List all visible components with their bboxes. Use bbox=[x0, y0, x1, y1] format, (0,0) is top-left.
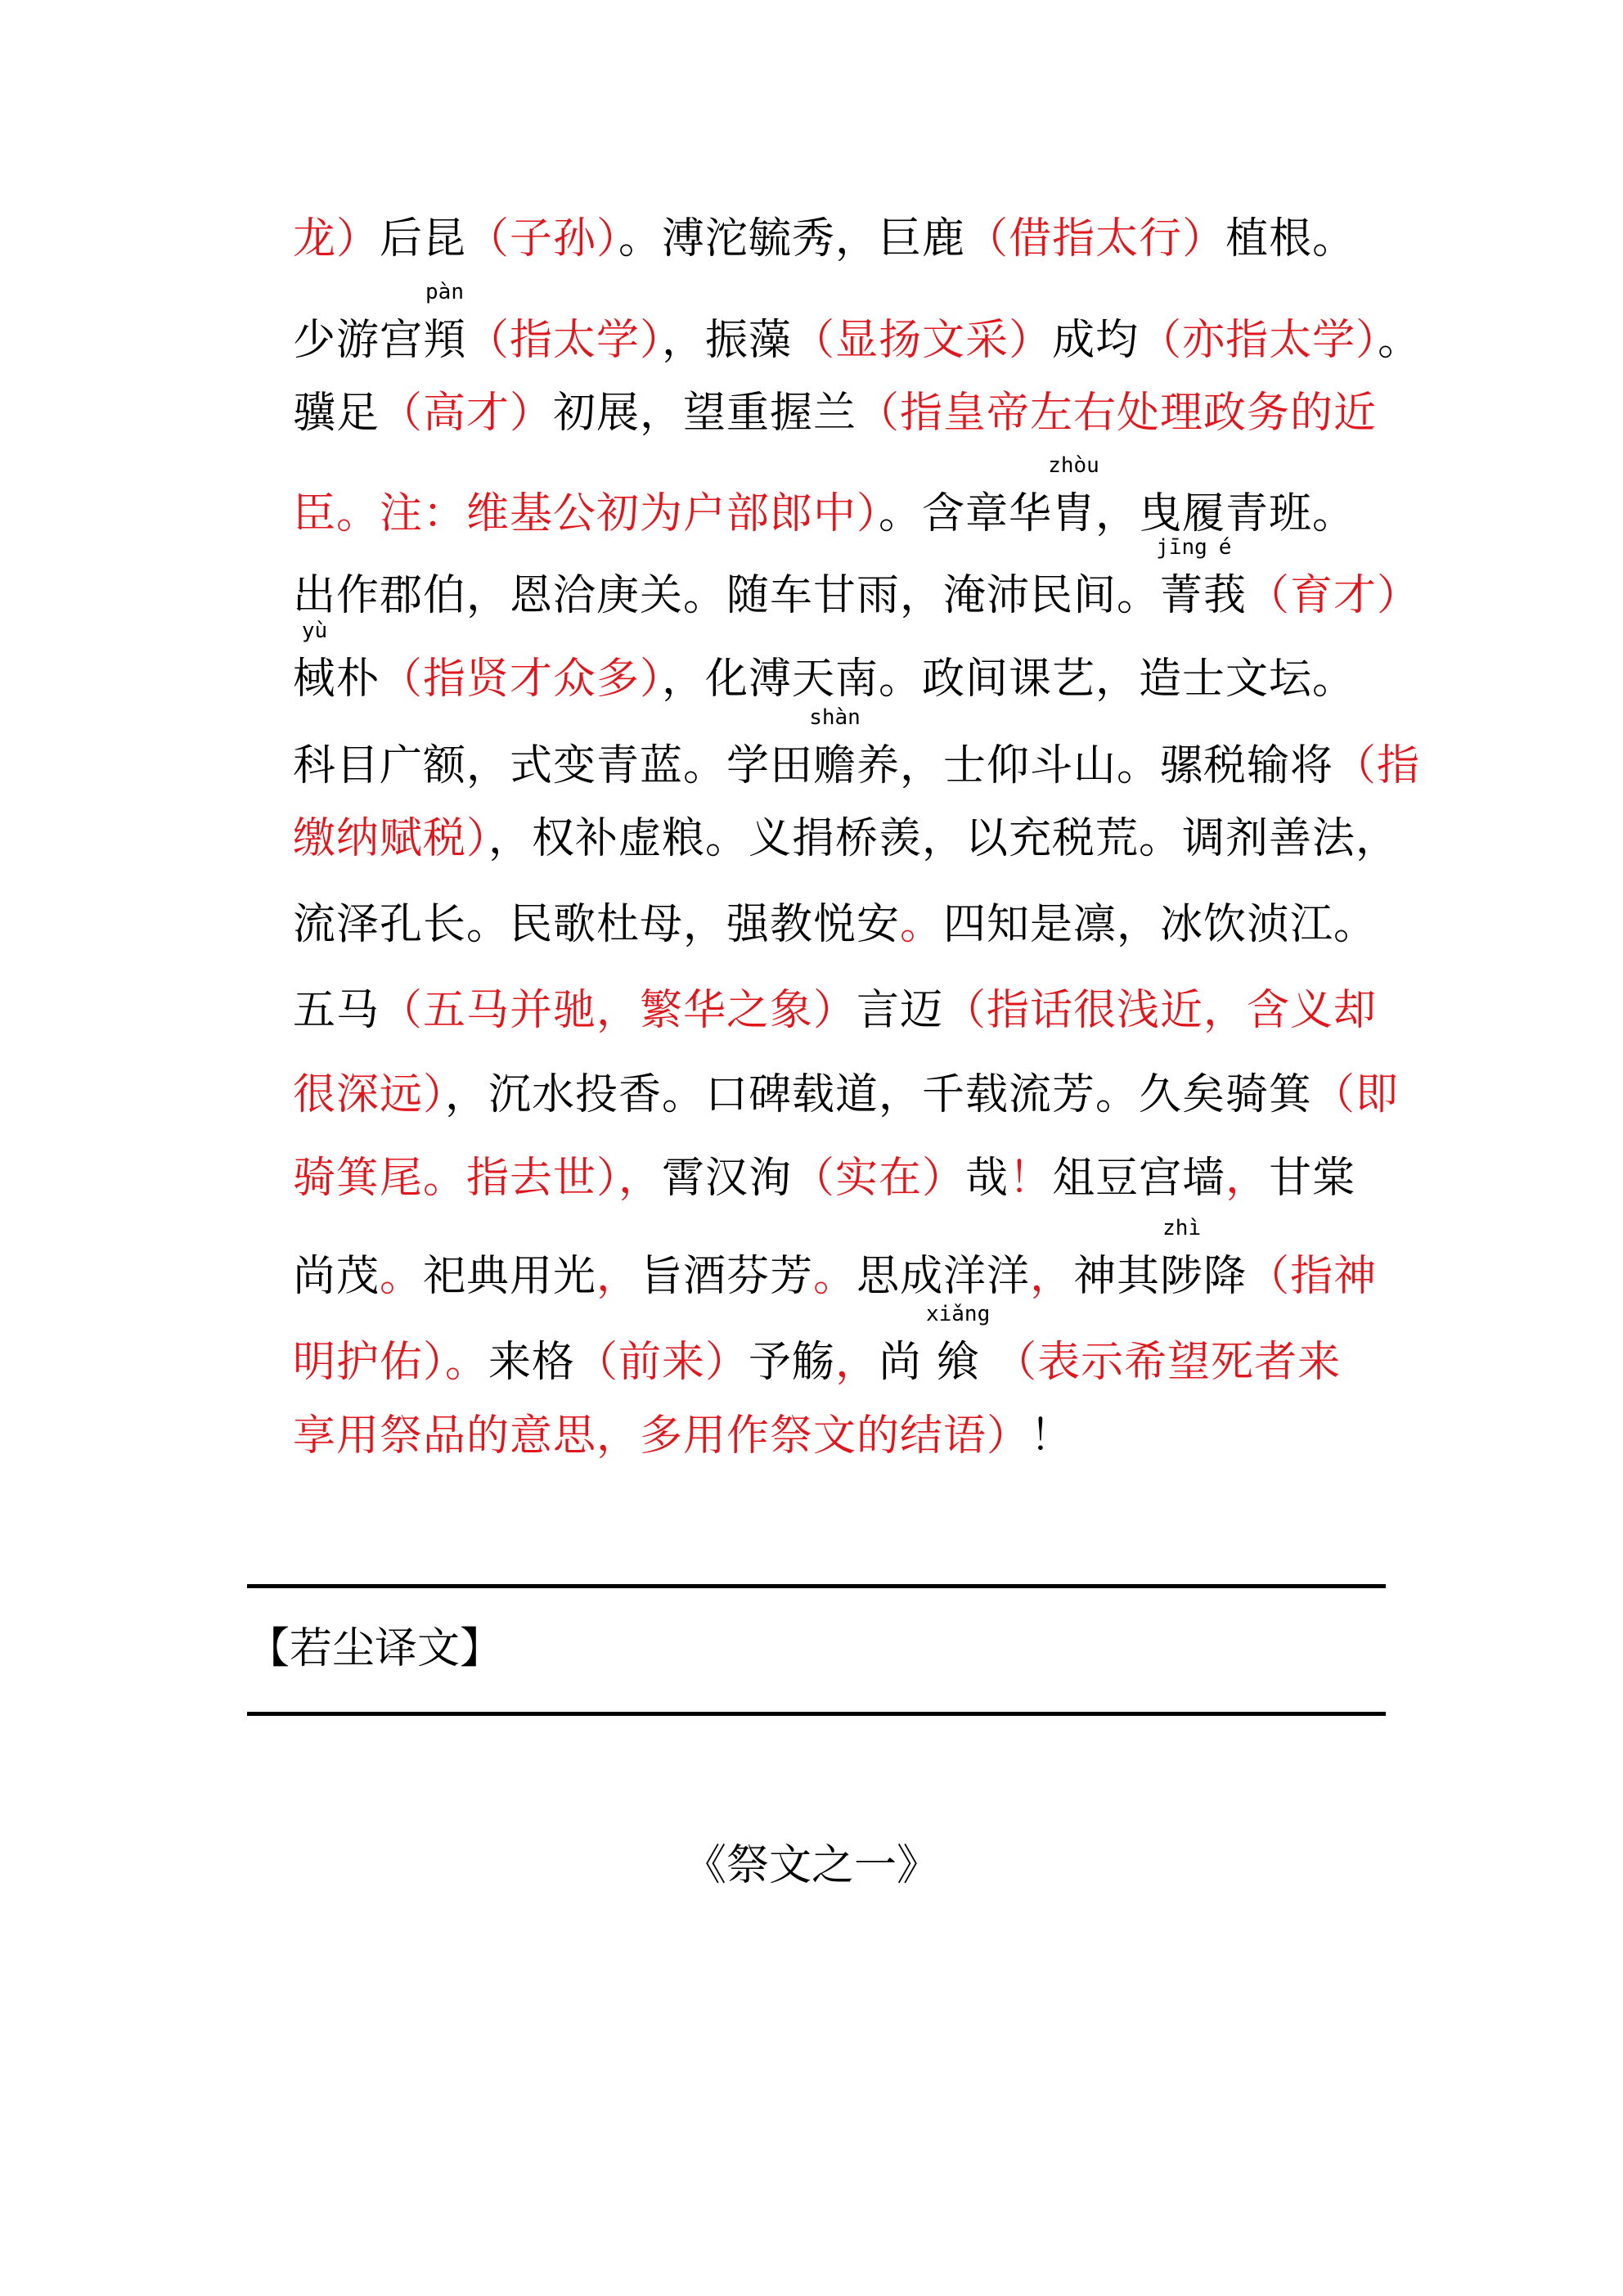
annotation-text: 臣。注：维基公初为户部郎中） bbox=[293, 489, 879, 538]
body-segment: 成均 bbox=[1052, 316, 1140, 365]
pinyin-annotation: xiǎng bbox=[925, 1302, 991, 1326]
character: 赡 bbox=[813, 741, 857, 790]
annotation-text: （指 bbox=[1333, 741, 1421, 790]
annotation-text: 明护佑）。 bbox=[293, 1338, 489, 1387]
body-segment: 朴 bbox=[336, 655, 380, 704]
annotation-text: （即 bbox=[1312, 1070, 1400, 1119]
body-segment: 俎豆宫墙 bbox=[1052, 1154, 1226, 1203]
body-segment: 流泽孔长。民歌杜母，强教悦安 bbox=[293, 900, 901, 949]
annotation-text: ， bbox=[1030, 1252, 1074, 1301]
annotated-character bbox=[293, 619, 337, 704]
pinyin-annotation: é bbox=[1218, 535, 1232, 560]
body-segment: 后昆 bbox=[380, 214, 467, 263]
body-segment: ，权补虚粮。义捐桥羡，以充税荒。调剂善法， bbox=[488, 814, 1400, 863]
body-segment: 。含章华 bbox=[879, 489, 1053, 538]
text-line bbox=[293, 389, 1381, 438]
annotation-text: （指贤才众多） bbox=[380, 655, 663, 704]
body-segment: 哉 bbox=[965, 1154, 1009, 1203]
bottom-divider bbox=[247, 1712, 1386, 1716]
annotation-text: （子孙） bbox=[466, 214, 619, 263]
body-segment: 旨酒芬芳 bbox=[640, 1252, 814, 1301]
pinyin-annotation: jīng bbox=[1156, 535, 1207, 560]
annotated-character bbox=[1160, 1216, 1204, 1301]
body-segment: 神其 bbox=[1073, 1252, 1161, 1301]
body-segment: 予觞 bbox=[749, 1338, 836, 1387]
body-segment: 祀典用光 bbox=[423, 1252, 597, 1301]
text-line bbox=[293, 900, 1381, 949]
text-line bbox=[293, 214, 1381, 263]
annotation-text: （指话很浅近，含义却 bbox=[943, 986, 1378, 1035]
text-line bbox=[293, 1070, 1400, 1119]
section-heading: 【若尘译文】 bbox=[247, 1624, 503, 1673]
body-segment: 。溥沱毓秀，巨鹿 bbox=[618, 214, 966, 263]
annotated-character bbox=[1048, 453, 1099, 538]
text-line bbox=[293, 453, 1381, 538]
annotation-text: （育才） bbox=[1247, 571, 1421, 620]
body-segment: 。 bbox=[1378, 316, 1422, 365]
annotation-text: ， bbox=[835, 1338, 879, 1387]
text-line bbox=[293, 986, 1381, 1035]
text-line bbox=[293, 1154, 1381, 1203]
annotation-text: （前来） bbox=[575, 1338, 749, 1387]
top-divider bbox=[247, 1584, 1386, 1588]
body-segment: 霄汉洵 bbox=[662, 1154, 793, 1203]
annotation-text: ， bbox=[596, 1252, 641, 1301]
annotation-text: （借指太行） bbox=[965, 214, 1226, 263]
pinyin-annotation: yù bbox=[301, 619, 328, 643]
character: 頖 bbox=[423, 316, 467, 365]
body-segment: 少游宫 bbox=[293, 316, 424, 365]
body-segment: 尚茂 bbox=[293, 1252, 380, 1301]
annotation-text: （实在） bbox=[792, 1154, 966, 1203]
body-segment: 养，士仰斗山。骡税输将 bbox=[856, 741, 1334, 790]
annotated-character bbox=[1156, 535, 1207, 620]
character: 莪 bbox=[1203, 571, 1248, 620]
pinyin-annotation: zhì bbox=[1162, 1216, 1202, 1240]
pinyin-annotation: shàn bbox=[809, 705, 861, 730]
annotation-text: ！ bbox=[1009, 1154, 1053, 1203]
text-line bbox=[293, 280, 1422, 365]
body-segment: 五马 bbox=[293, 986, 380, 1035]
body-segment: 四知是凛，冰饮浈江。 bbox=[943, 900, 1378, 949]
body-segment: ，振藻 bbox=[662, 316, 793, 365]
body-segment: 尚 bbox=[879, 1338, 937, 1387]
body-segment: 思成洋洋 bbox=[856, 1252, 1031, 1301]
text-line bbox=[293, 705, 1421, 790]
body-segment: 降 bbox=[1203, 1252, 1248, 1301]
pinyin-annotation: pàn bbox=[425, 280, 464, 304]
annotation-text: （表示希望死者来 bbox=[979, 1338, 1342, 1387]
pinyin-annotation: zhòu bbox=[1048, 453, 1099, 478]
text-line bbox=[293, 1216, 1381, 1301]
annotation-text: 龙） bbox=[293, 214, 380, 263]
annotated-character bbox=[423, 280, 467, 365]
annotated-character bbox=[925, 1302, 991, 1387]
character: 菁 bbox=[1160, 571, 1204, 620]
body-segment: 初展，望重握兰 bbox=[553, 389, 857, 438]
text-line bbox=[293, 619, 1381, 704]
annotation-text: （亦指太学） bbox=[1139, 316, 1378, 365]
text-line bbox=[293, 1302, 1381, 1387]
annotation-text: 。 bbox=[380, 1252, 424, 1301]
body-segment: 来格 bbox=[488, 1338, 576, 1387]
annotation-text: （指皇帝左右处理政务的近 bbox=[856, 389, 1378, 438]
annotation-text: 缴纳赋税） bbox=[293, 814, 489, 863]
annotated-character bbox=[1203, 535, 1248, 620]
annotation-text: 。 bbox=[900, 900, 944, 949]
annotation-text: 很深远） bbox=[293, 1070, 446, 1119]
body-segment: 植根。 bbox=[1225, 214, 1356, 263]
annotation-text: ， bbox=[1225, 1154, 1270, 1203]
body-segment: 科目广额，式变青蓝。学田 bbox=[293, 741, 814, 790]
annotation-text: （显扬文采） bbox=[792, 316, 1053, 365]
character: 棫 bbox=[293, 655, 337, 704]
annotation-text: 享用祭品的意思，多用作祭文的结语） bbox=[293, 1411, 1031, 1461]
annotation-text: （高才） bbox=[380, 389, 554, 438]
text-line bbox=[293, 814, 1400, 863]
text-line bbox=[293, 535, 1421, 620]
body-segment: ，沉水投香。口碑载道，千载流芳。久矣骑箕 bbox=[445, 1070, 1313, 1119]
body-segment: ，化溥天南。政间课艺，造士文坛。 bbox=[662, 655, 1356, 704]
body-segment: ，曳履青班。 bbox=[1095, 489, 1356, 538]
body-segment: 甘棠 bbox=[1269, 1154, 1356, 1203]
character: 飨 bbox=[936, 1338, 980, 1387]
annotation-text: 骑箕尾。指去世）， bbox=[293, 1154, 663, 1203]
annotated-character bbox=[809, 705, 861, 790]
character: 陟 bbox=[1160, 1252, 1204, 1301]
body-segment: 言迈 bbox=[856, 986, 944, 1035]
body-segment: 出作郡伯，恩洽庚关。随车甘雨，淹沛民间。 bbox=[293, 571, 1161, 620]
document-title: 《祭文之一》 bbox=[683, 1841, 939, 1890]
body-segment: ！ bbox=[1030, 1411, 1074, 1461]
annotation-text: 。 bbox=[813, 1252, 857, 1301]
text-line bbox=[293, 1411, 1381, 1461]
character: 胄 bbox=[1052, 489, 1096, 538]
body-segment: 骥足 bbox=[293, 389, 380, 438]
annotation-text: （五马并驰，繁华之象） bbox=[380, 986, 857, 1035]
annotation-text: （指太学） bbox=[466, 316, 663, 365]
annotation-text: （指神 bbox=[1247, 1252, 1378, 1301]
